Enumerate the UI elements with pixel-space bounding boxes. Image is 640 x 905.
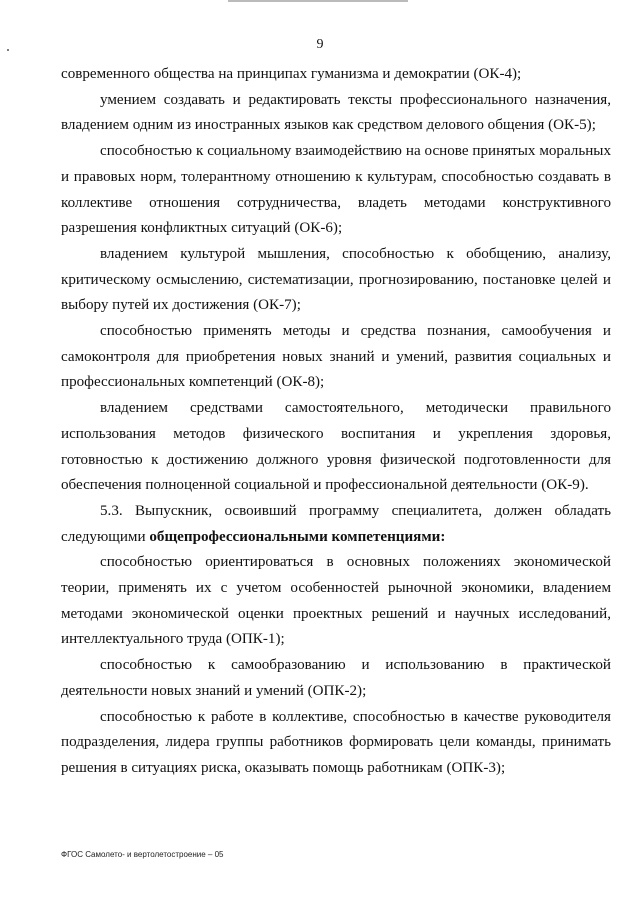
page-number: 9: [316, 37, 324, 52]
paragraph-ok4-continuation: современного общества на принципах гуманизма и демократии (ОК-4);: [61, 66, 522, 82]
paragraph-ok7: владением культурой мышления, способностью к обобщению, анализу, критическому осмыслению, систематизации, прогнозированию, постановке целей и выбору путей их достижения (ОК-7);: [61, 245, 611, 314]
scan-edge-line: [228, 0, 408, 2]
paragraph-ok9: владением средствами самостоятельного, методически правильного использования методов физического воспитания и укрепления здоровья, готовностью к достижению должного уровня физической подготовленности для обеспечения полноценной социальной и профессиональной деятельности (ОК-9).: [61, 400, 611, 494]
section-5-3-heading: [61, 499, 611, 550]
paragraph-opk2: способностью к самообразованию и использованию в практической деятельности новых знаний и умений (ОПК-2);: [61, 657, 611, 699]
paragraph-ok5: умением создавать и редактировать тексты профессионального назначения, владением одним из иностранных языков как средством делового общения (ОК-5);: [61, 91, 611, 134]
paragraph-opk1: способностью ориентироваться в основных положениях экономической теории, применять их с учетом особенностей рыночной экономики, владением методами экономической оценки проектных решений и научных исследований, интеллектуального труда (ОПК-1);: [61, 554, 611, 648]
section-intro-text: 5.3. Выпускник, освоивший программу специалитета, должен обладать следующими: [61, 502, 611, 545]
section-bold-term: общепрофессиональными компетенциями:: [149, 528, 446, 545]
paragraph-ok8: способностью применять методы и средства познания, самообучения и самоконтроля для приобретения новых знаний и умений, развития социальных и профессиональных компетенций (ОК-8);: [61, 323, 611, 391]
paragraph-opk3: способностью к работе в коллективе, способностью в качестве руководителя подразделения, лидера группы работников формировать цели команды, принимать решения в ситуациях риска, оказывать помощь работникам (ОПК-3);: [61, 708, 611, 776]
paragraph-ok6: способностью к социальному взаимодействию на основе принятых моральных и правовых норм, толерантному отношению к культурам, способностью создавать в коллективе отношения сотрудничества, владеть методами конструктивного разрешения конфликтных ситуаций (ОК-6);: [61, 143, 611, 237]
page-footer: ФГОС Самолето- и вертолетостроение – 05: [61, 850, 224, 859]
body-text: [61, 62, 611, 782]
